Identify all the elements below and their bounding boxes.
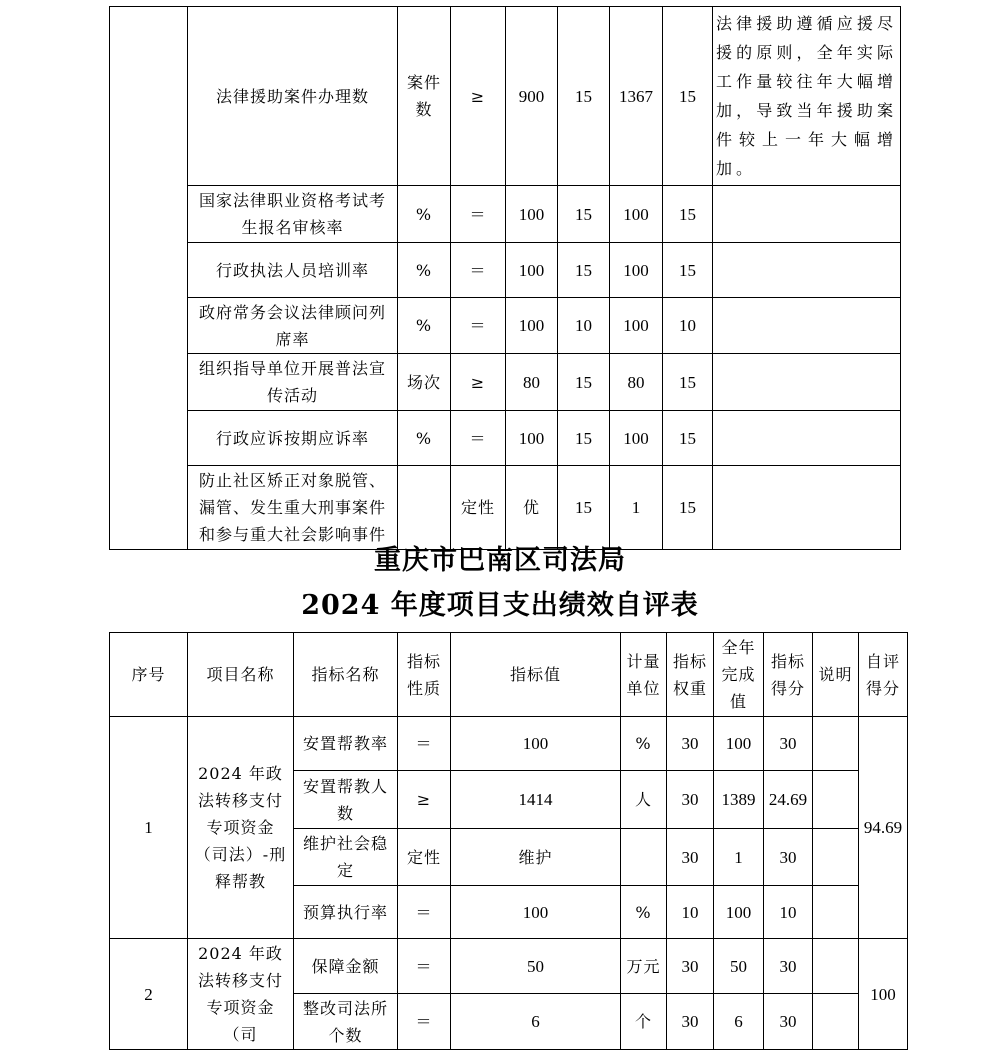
actual-cell: 100 [610, 243, 663, 298]
actual-cell: 100 [714, 717, 764, 771]
table-row [110, 717, 908, 771]
note-cell [713, 243, 901, 298]
title-line-1: 重庆市巴南区司法局 [374, 545, 626, 576]
weight-cell: 30 [667, 829, 714, 886]
header-weight: 指标权重 [667, 633, 714, 717]
table-row [110, 186, 901, 243]
nature-cell: 定性 [398, 829, 451, 886]
operator-cell: ＝ [451, 243, 506, 298]
nature-cell: ≥ [398, 771, 451, 829]
weight-cell: 10 [558, 298, 610, 354]
indicator-name: 保障金额 [294, 939, 398, 994]
weight-cell: 30 [667, 771, 714, 829]
project-name: 2024 年政法转移支付专项资金（司 [188, 939, 294, 1050]
indicator-name: 法律援助案件办理数 [188, 7, 398, 186]
note-cell [713, 466, 901, 550]
operator-cell: ≥ [451, 7, 506, 186]
unit-cell: % [398, 186, 451, 243]
actual-cell: 100 [610, 298, 663, 354]
unit-cell: % [398, 243, 451, 298]
weight-cell: 30 [667, 939, 714, 994]
value-cell: 50 [451, 939, 621, 994]
actual-cell: 1 [714, 829, 764, 886]
operator-cell: ＝ [451, 298, 506, 354]
indicator-name: 安置帮教率 [294, 717, 398, 771]
indicator-name: 整改司法所个数 [294, 994, 398, 1050]
actual-cell: 1 [610, 466, 663, 550]
unit-cell: % [621, 886, 667, 939]
nature-cell: ＝ [398, 717, 451, 771]
actual-cell: 1389 [714, 771, 764, 829]
weight-cell: 10 [667, 886, 714, 939]
header-note: 说明 [813, 633, 859, 717]
target-cell: 80 [506, 354, 558, 411]
operator-cell: 定性 [451, 466, 506, 550]
note-cell [813, 939, 859, 994]
indicator-name: 组织指导单位开展普法宣传活动 [188, 354, 398, 411]
header-row [110, 633, 908, 717]
unit-cell: % [621, 717, 667, 771]
actual-cell: 80 [610, 354, 663, 411]
actual-cell: 100 [610, 186, 663, 243]
target-cell: 100 [506, 186, 558, 243]
actual-cell: 1367 [610, 7, 663, 186]
header-self-score: 自评得分 [859, 633, 908, 717]
self-evaluation-table [109, 632, 908, 1050]
note-cell [713, 186, 901, 243]
score-cell: 30 [764, 994, 813, 1050]
unit-cell: 万元 [621, 939, 667, 994]
value-cell: 6 [451, 994, 621, 1050]
header-actual: 全年完成值 [714, 633, 764, 717]
weight-cell: 15 [558, 7, 610, 186]
unit-cell: 场次 [398, 354, 451, 411]
target-cell: 100 [506, 411, 558, 466]
target-cell: 100 [506, 243, 558, 298]
project-name: 2024 年政法转移支付专项资金（司法）-刑释帮教 [188, 717, 294, 939]
score-cell: 15 [663, 7, 713, 186]
indicator-name: 安置帮教人数 [294, 771, 398, 829]
weight-cell: 15 [558, 466, 610, 550]
note-cell [713, 298, 901, 354]
operator-cell: ＝ [451, 186, 506, 243]
nature-cell: ＝ [398, 939, 451, 994]
operator-cell: ＝ [451, 411, 506, 466]
self-score-cell: 94.69 [859, 717, 908, 939]
score-cell: 15 [663, 411, 713, 466]
table-row [110, 939, 908, 994]
project-seq: 2 [110, 939, 188, 1050]
indicator-name: 防止社区矫正对象脱管、漏管、发生重大刑事案件和参与重大社会影响事件 [188, 466, 398, 550]
note-cell [813, 994, 859, 1050]
title-line-2: 2024 年度项目支出绩效自评表 [301, 590, 699, 621]
target-cell: 优 [506, 466, 558, 550]
weight-cell: 15 [558, 411, 610, 466]
value-cell: 100 [451, 717, 621, 771]
target-cell: 100 [506, 298, 558, 354]
weight-cell: 30 [667, 994, 714, 1050]
note-cell: 法律援助遵循应援尽援的原则，全年实际工作量较往年大幅增加，导致当年援助案件较上一年大幅增加。 [713, 7, 901, 186]
header-nature: 指标性质 [398, 633, 451, 717]
weight-cell: 15 [558, 354, 610, 411]
indicator-name: 维护社会稳定 [294, 829, 398, 886]
score-cell: 15 [663, 466, 713, 550]
actual-cell: 50 [714, 939, 764, 994]
unit-cell: 人 [621, 771, 667, 829]
unit-cell: % [398, 411, 451, 466]
note-cell [813, 886, 859, 939]
score-cell: 15 [663, 186, 713, 243]
unit-cell: 个 [621, 994, 667, 1050]
project-seq: 1 [110, 717, 188, 939]
weight-cell: 30 [667, 717, 714, 771]
nature-cell: ＝ [398, 886, 451, 939]
table-row [110, 7, 901, 186]
score-cell: 24.69 [764, 771, 813, 829]
value-cell: 1414 [451, 771, 621, 829]
score-cell: 10 [764, 886, 813, 939]
note-cell [813, 829, 859, 886]
unit-cell [398, 466, 451, 550]
note-cell [813, 771, 859, 829]
score-cell: 30 [764, 829, 813, 886]
actual-cell: 6 [714, 994, 764, 1050]
score-cell: 15 [663, 354, 713, 411]
target-cell: 900 [506, 7, 558, 186]
value-cell: 100 [451, 886, 621, 939]
operator-cell: ≥ [451, 354, 506, 411]
indicator-name: 预算执行率 [294, 886, 398, 939]
note-cell [813, 717, 859, 771]
continued-indicator-table [109, 6, 901, 550]
category-cell [110, 7, 188, 550]
header-indicator: 指标名称 [294, 633, 398, 717]
nature-cell: ＝ [398, 994, 451, 1050]
header-score: 指标得分 [764, 633, 813, 717]
actual-cell: 100 [610, 411, 663, 466]
table-row [110, 466, 901, 550]
score-cell: 15 [663, 243, 713, 298]
score-cell: 30 [764, 717, 813, 771]
indicator-name: 国家法律职业资格考试考生报名审核率 [188, 186, 398, 243]
note-cell [713, 354, 901, 411]
score-cell: 30 [764, 939, 813, 994]
indicator-name: 行政应诉按期应诉率 [188, 411, 398, 466]
table-row [110, 298, 901, 354]
weight-cell: 15 [558, 243, 610, 298]
actual-cell: 100 [714, 886, 764, 939]
score-cell: 10 [663, 298, 713, 354]
unit-cell [621, 829, 667, 886]
unit-cell: % [398, 298, 451, 354]
indicator-name: 政府常务会议法律顾问列席率 [188, 298, 398, 354]
indicator-name: 行政执法人员培训率 [188, 243, 398, 298]
self-score-cell: 100 [859, 939, 908, 1050]
value-cell: 维护 [451, 829, 621, 886]
table-row [110, 243, 901, 298]
header-unit: 计量单位 [621, 633, 667, 717]
note-cell [713, 411, 901, 466]
page-title [0, 538, 1000, 628]
table-row [110, 411, 901, 466]
table-row [110, 354, 901, 411]
unit-cell: 案件数 [398, 7, 451, 186]
header-value: 指标值 [451, 633, 621, 717]
header-seq: 序号 [110, 633, 188, 717]
weight-cell: 15 [558, 186, 610, 243]
header-project: 项目名称 [188, 633, 294, 717]
